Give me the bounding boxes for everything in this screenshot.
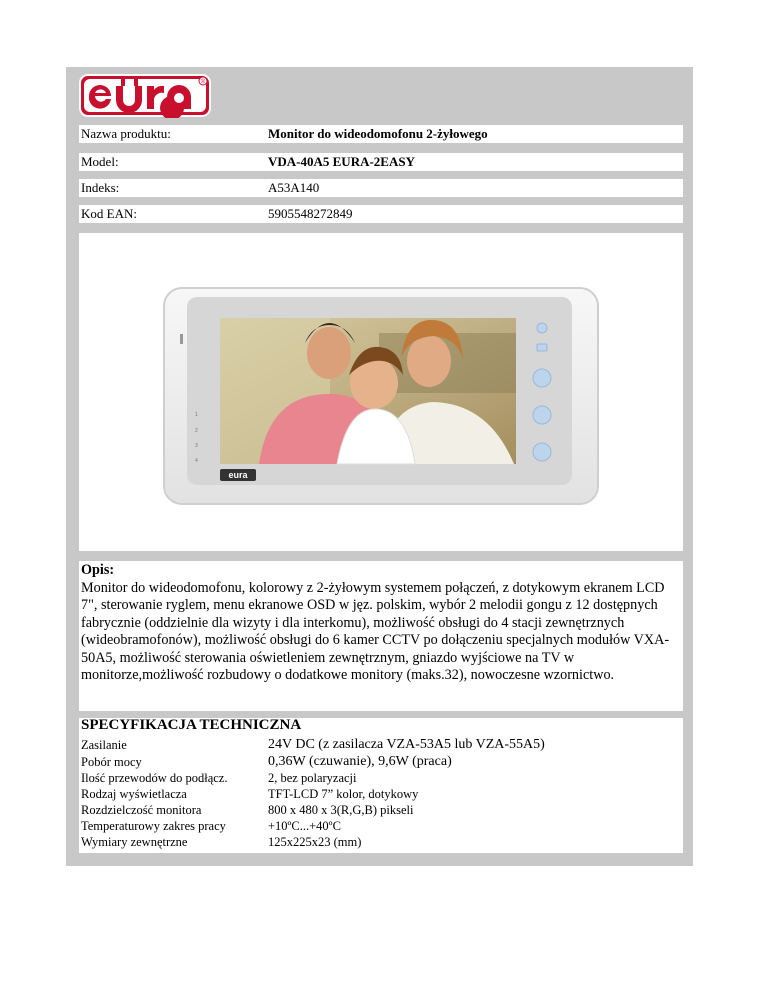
description-title: Opis:	[81, 562, 115, 578]
model-value: VDA-40A5 EURA-2EASY	[268, 154, 415, 169]
index-row	[79, 179, 683, 197]
registered-mark: ®	[200, 79, 206, 86]
ean-label: Kod EAN:	[81, 206, 137, 221]
speaker-icon	[533, 406, 551, 424]
model-label: Model:	[81, 154, 119, 169]
spec-row	[81, 754, 681, 770]
power-icon	[537, 323, 547, 333]
spec-value: 125x225x23 (mm)	[268, 835, 362, 849]
spec-section	[79, 718, 683, 853]
spec-row	[81, 770, 681, 786]
spec-title: SPECYFIKACJA TECHNICZNA	[81, 717, 302, 733]
ean-value: 5905548272849	[268, 206, 353, 221]
mail-icon	[537, 344, 547, 351]
spec-value: 800 x 480 x 3(R,G,B) pikseli	[268, 803, 414, 817]
spec-value: TFT-LCD 7” kolor, dotykowy	[268, 787, 419, 801]
spec-row	[81, 818, 681, 834]
spec-key: Ilość przewodów do podłącz.	[81, 771, 228, 785]
ean-row	[79, 205, 683, 223]
spec-value: +10ºC...+40ºC	[268, 819, 341, 833]
side-number-1: 1	[195, 412, 198, 418]
spec-row	[81, 802, 681, 818]
product-name-row	[79, 125, 683, 143]
spec-value: 0,36W (czuwanie), 9,6W (praca)	[268, 754, 452, 769]
device-logo: eura	[228, 470, 248, 480]
spec-value: 2, bez polaryzacji	[268, 771, 357, 785]
eura-logo	[79, 72, 213, 118]
product-name-label: Nazwa produktu:	[81, 126, 171, 141]
spec-key: Pobór mocy	[81, 755, 142, 769]
side-number-3: 3	[195, 443, 198, 449]
spec-row	[81, 737, 681, 753]
spec-row	[81, 786, 681, 802]
product-name-value: Monitor do wideodomofonu 2-żyłowego	[268, 126, 488, 141]
index-value: A53A140	[268, 180, 320, 195]
side-number-4: 4	[195, 458, 198, 464]
spec-value: 24V DC (z zasilacza VZA-53A5 lub VZA-55A5)	[268, 737, 545, 752]
spec-key: Temperaturowy zakres pracy	[81, 819, 226, 833]
description-text: Monitor do wideodomofonu, kolorowy z 2-żyłowym systemem połączeń, z dotykowym ekranem LCD 7", sterowanie ryglem, menu ekranowe OSD w jęz. polskim, wybór 2 melodii gongu z 12 dostępnych fabrycznie (oddzielnie dla wizyty i dla interkomu), możliwość obsługi do 4 stacji zewnętrznych (wideobramofonów), możliwość obsługi do 6 kamer CCTV po dołączeniu specjalnych modułów VXA-50A5, możliwość sterowania oświetleniem zewnętrznym, gniazdo wyjściowe na TV w monitorze,możliwość rozbudowy o dodatkowe monitory (maks.32), nowoczesne wzornictwo.	[81, 579, 670, 683]
monitor-icon	[533, 443, 551, 461]
side-number-2: 2	[195, 428, 198, 434]
spec-key: Wymiary zewnętrzne	[81, 835, 188, 849]
spec-row	[81, 834, 681, 850]
product-photo	[79, 233, 683, 551]
model-row	[79, 153, 683, 171]
key-icon	[533, 369, 551, 387]
spec-key: Rozdzielczość monitora	[81, 803, 202, 817]
description-section	[79, 561, 683, 711]
index-label: Indeks:	[81, 180, 120, 195]
spec-key: Rodzaj wyświetlacza	[81, 787, 187, 801]
spec-key: Zasilanie	[81, 738, 127, 752]
